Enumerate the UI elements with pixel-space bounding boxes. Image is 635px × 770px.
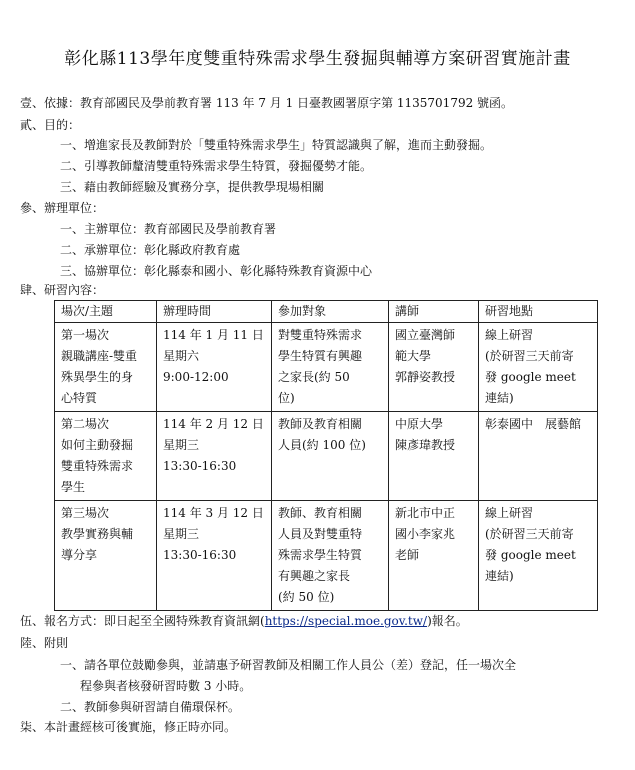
section-notes-heading: 陸、附則	[20, 636, 69, 650]
header-audience: 參加對象	[272, 301, 389, 323]
cell-topic	[55, 323, 157, 412]
organizer-undertaker: 二、承辦單位：彰化縣政府教育處	[60, 243, 241, 257]
audience-line: 位)	[278, 391, 295, 405]
registration-suffix: )報名。	[427, 614, 468, 628]
cell-venue	[479, 323, 598, 412]
speaker-line: 郭靜姿教授	[395, 370, 456, 384]
audience-line: 學生特質有興趣	[278, 349, 363, 363]
time-line: 星期三	[163, 438, 200, 452]
time-line: 9:00-12:00	[163, 370, 229, 384]
table-row	[55, 412, 598, 501]
note-item-1: 一、請各單位鼓勵參與，並請惠予研習教師及相關工作人員公（差）登記，任一場次全	[60, 658, 517, 672]
cell-time	[157, 412, 272, 501]
cell-topic	[55, 412, 157, 501]
audience-line: 人員(約 100 位)	[278, 438, 366, 452]
time-line: 星期六	[163, 349, 200, 363]
audience-line: 教師、教育相關	[278, 506, 363, 520]
topic-line: 第一場次	[61, 328, 110, 342]
purpose-item-1: 一、增進家長及教師對於「雙重特殊需求學生」特質認識與了解，進而主動發掘。	[60, 138, 493, 152]
organizer-coorganizer: 三、協辦單位：彰化縣泰和國小、彰化縣特殊教育資源中心	[60, 264, 373, 278]
venue-line: 線上研習	[485, 506, 534, 520]
cell-venue	[479, 501, 598, 611]
audience-line: 有興趣之家長	[278, 569, 351, 583]
audience-line: 之家長(約 50	[278, 370, 350, 384]
header-venue: 研習地點	[479, 301, 598, 323]
cell-speaker	[389, 501, 479, 611]
topic-line: 親職講座-雙重	[61, 349, 138, 363]
audience-line: 殊需求學生特質	[278, 548, 363, 562]
topic-line: 殊異學生的身	[61, 370, 134, 384]
audience-line: 人員及對雙重特	[278, 527, 363, 541]
table-row	[55, 501, 598, 611]
registration-link[interactable]: https://special.moe.gov.tw/	[264, 614, 428, 628]
speaker-line: 新北市中正	[395, 506, 456, 520]
section-effective: 柒、本計畫經核可後實施，修正時亦同。	[20, 720, 237, 734]
schedule-table	[54, 300, 598, 611]
time-line: 114 年 3 月 12 日	[163, 506, 264, 520]
venue-line: (於研習三天前寄	[485, 527, 574, 541]
topic-line: 學生	[61, 480, 86, 494]
venue-line: 連結)	[485, 391, 514, 405]
document-title: 彰化縣113學年度雙重特殊需求學生發掘與輔導方案研習實施計畫	[64, 49, 571, 69]
topic-line: 第二場次	[61, 417, 110, 431]
venue-line: 發 google meet	[485, 548, 576, 562]
audience-line: (約 50 位)	[278, 590, 335, 604]
topic-line: 如何主動發掘	[61, 438, 134, 452]
venue-line: (於研習三天前寄	[485, 349, 574, 363]
time-line: 114 年 1 月 11 日	[163, 328, 264, 342]
venue-line: 發 google meet	[485, 370, 576, 384]
registration-prefix: 伍、報名方式：即日起至全國特殊教育資訊網(	[20, 614, 265, 628]
cell-audience	[272, 323, 389, 412]
table-header-row	[55, 301, 598, 323]
purpose-item-3: 三、藉由教師經驗及實務分享，提供教學現場相關	[60, 180, 325, 194]
audience-line: 對雙重特殊需求	[278, 328, 363, 342]
organizer-host: 一、主辦單位：教育部國民及學前教育署	[60, 222, 277, 236]
time-line: 114 年 2 月 12 日	[163, 417, 264, 431]
header-topic: 場次/主題	[55, 301, 157, 323]
time-line: 星期三	[163, 527, 200, 541]
cell-audience	[272, 501, 389, 611]
section-organizers-heading: 參、辦理單位：	[20, 201, 105, 215]
cell-time	[157, 323, 272, 412]
topic-line: 導分享	[61, 548, 98, 562]
cell-venue	[479, 412, 598, 501]
time-line: 13:30-16:30	[163, 459, 237, 473]
section-content-heading: 肆、研習內容：	[20, 283, 105, 297]
cell-speaker	[389, 323, 479, 412]
time-line: 13:30-16:30	[163, 548, 237, 562]
speaker-line: 老師	[395, 548, 420, 562]
venue-line: 彰泰國中 展藝館	[485, 417, 582, 431]
section-registration	[20, 614, 468, 628]
topic-line: 心特質	[61, 391, 98, 405]
speaker-line: 陳彥瑋教授	[395, 438, 456, 452]
speaker-line: 國立臺灣師	[395, 328, 456, 342]
venue-line: 線上研習	[485, 328, 534, 342]
topic-line: 教學實務與輔	[61, 527, 134, 541]
speaker-line: 範大學	[395, 349, 432, 363]
note-item-2: 二、教師參與研習請自備環保杯。	[60, 700, 241, 714]
header-time: 辦理時間	[157, 301, 272, 323]
cell-audience	[272, 412, 389, 501]
topic-line: 雙重特殊需求	[61, 459, 134, 473]
section-purpose-heading: 貳、目的：	[20, 118, 81, 132]
speaker-line: 國小李家兆	[395, 527, 456, 541]
header-speaker: 講師	[389, 301, 479, 323]
table-row	[55, 323, 598, 412]
section-basis: 壹、依據：教育部國民及學前教育署 113 年 7 月 1 日臺教國署原字第 1135701792 號函。	[20, 96, 514, 110]
note-item-1-cont: 程參與者核發研習時數 3 小時。	[80, 679, 252, 693]
cell-time	[157, 501, 272, 611]
purpose-item-2: 二、引導教師釐清雙重特殊需求學生特質，發掘優勢才能。	[60, 159, 373, 173]
venue-line: 連結)	[485, 569, 514, 583]
audience-line: 教師及教育相關	[278, 417, 363, 431]
cell-speaker	[389, 412, 479, 501]
topic-line: 第三場次	[61, 506, 110, 520]
cell-topic	[55, 501, 157, 611]
speaker-line: 中原大學	[395, 417, 444, 431]
